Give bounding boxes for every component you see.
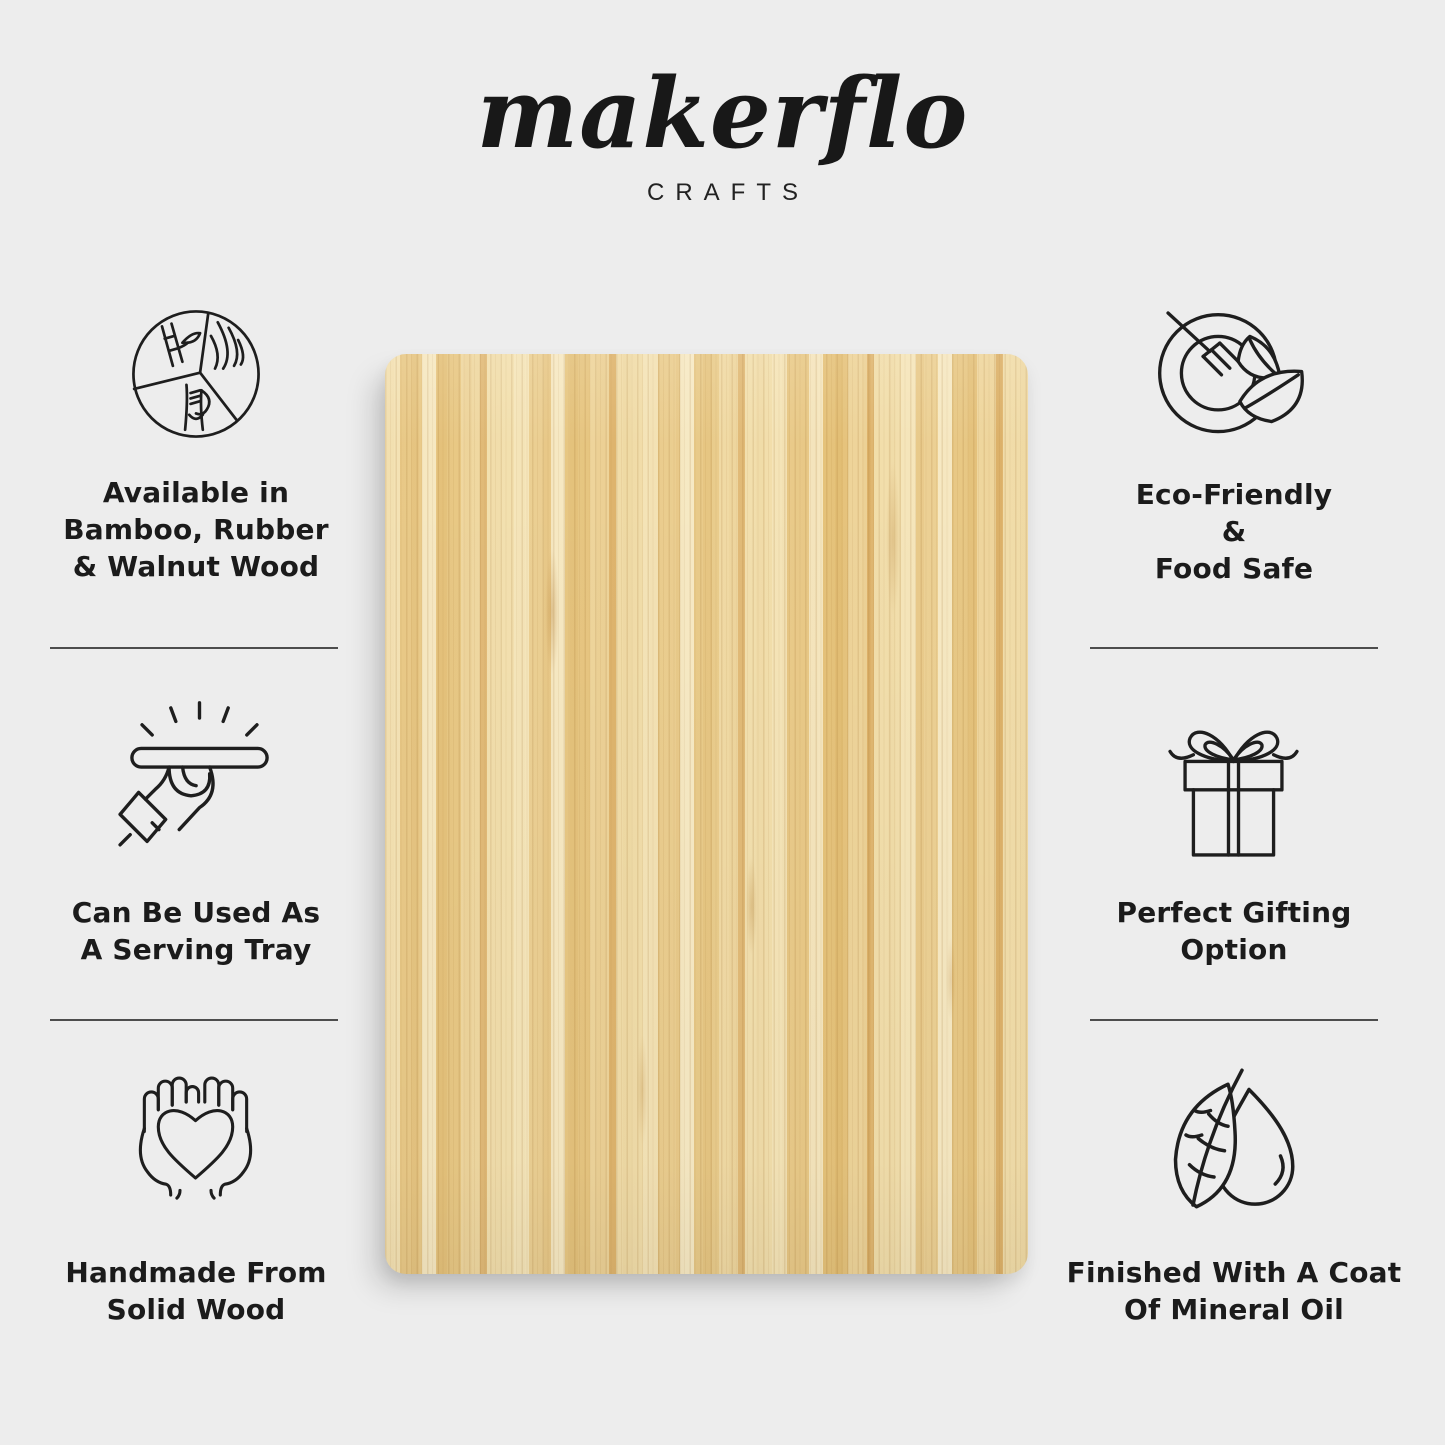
feature-text-line: A Serving Tray: [80, 933, 312, 966]
leaf-oil-drop-icon: [1130, 1058, 1305, 1233]
feature-text-available-woods: [36, 474, 356, 585]
feature-text-line: Finished With A Coat: [1066, 1256, 1402, 1289]
serving-tray-icon: [115, 691, 284, 860]
divider: [50, 1019, 338, 1021]
eco-plate-icon: [1148, 298, 1315, 465]
feature-text-line: &: [1221, 515, 1247, 548]
feature-text-line: Perfect Gifting: [1116, 896, 1352, 929]
brand-logo: [0, 52, 1445, 207]
brand-subtitle: CRAFTS: [647, 178, 809, 206]
gift-box-icon: [1150, 708, 1317, 875]
divider: [50, 647, 338, 649]
bamboo-cutting-board-image: [385, 354, 1028, 1274]
feature-text-gifting: [1074, 894, 1394, 968]
feature-text-line: Handmade From: [65, 1256, 327, 1289]
feature-text-line: Bamboo, Rubber: [63, 513, 329, 546]
feature-text-line: Eco-Friendly: [1135, 478, 1333, 511]
feature-text-serving-tray: [36, 894, 356, 968]
hands-heart-icon: [118, 1054, 273, 1209]
divider: [1090, 647, 1378, 649]
feature-text-line: Of Mineral Oil: [1124, 1293, 1344, 1326]
feature-text-line: Solid Wood: [106, 1293, 286, 1326]
brand-name: makerflo: [476, 57, 969, 170]
feature-text-mineral-oil: [1064, 1254, 1404, 1328]
feature-text-line: Food Safe: [1154, 552, 1314, 585]
feature-text-line: Option: [1180, 933, 1288, 966]
feature-text-handmade: [36, 1254, 356, 1328]
divider: [1090, 1019, 1378, 1021]
feature-text-line: & Walnut Wood: [72, 550, 320, 583]
feature-text-line: Available in: [102, 476, 290, 509]
feature-text-line: Can Be Used As: [71, 896, 321, 929]
wood-types-icon: [128, 306, 264, 442]
feature-text-eco-friendly: [1074, 476, 1394, 587]
